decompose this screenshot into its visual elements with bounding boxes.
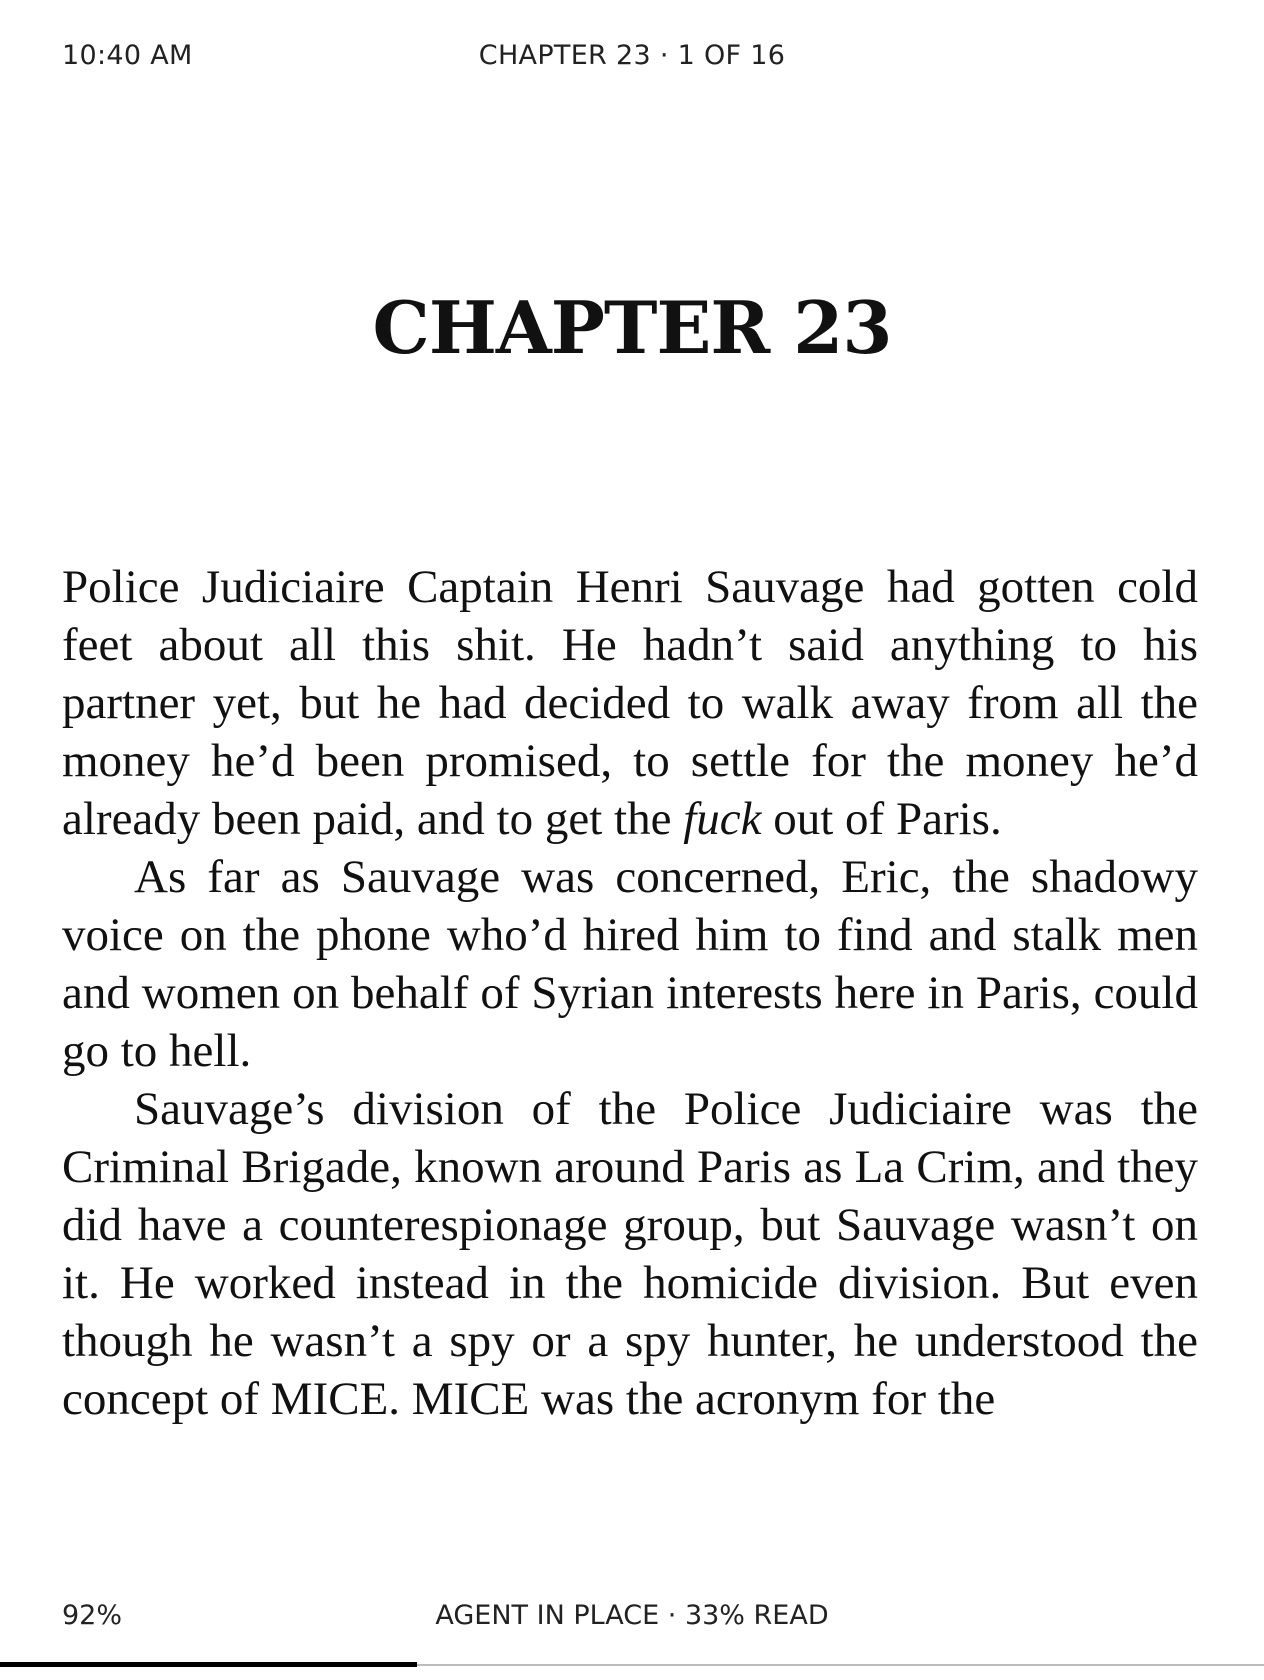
battery-level: 92% (62, 1600, 123, 1631)
chapter-title: CHAPTER 23 (372, 285, 892, 370)
status-bar (62, 40, 1202, 80)
reading-progress-fill (0, 1662, 417, 1667)
page-text[interactable] (62, 558, 1198, 1428)
paragraph-1-emphasis: fuck (683, 793, 762, 845)
paragraph-1-text-b: out of Paris. (761, 793, 1002, 845)
paragraph-3: Sauvage’s division of the Police Judiciaire was the Criminal Brigade, known around Paris as La Crim, and they did have a counterespionage group, but Sauvage wasn’t on it. He worked instead in the homicide division. But even though he wasn’t a spy or a spy hunter, he understood the concept of MICE. MICE was the acronym for the (62, 1083, 1198, 1425)
book-progress-label: AGENT IN PLACE · 33% READ (435, 1600, 829, 1631)
paragraph-2: As far as Sauvage was concerned, Eric, the shadowy voice on the phone who’d hired him to find and stalk men and women on behalf of Syrian interests here in Paris, could go to hell. (62, 851, 1198, 1077)
chapter-position: CHAPTER 23 · 1 OF 16 (478, 40, 786, 71)
clock-time: 10:40 AM (62, 40, 193, 71)
reading-progress-bar[interactable] (0, 1664, 1264, 1666)
footer-bar (62, 1600, 1202, 1640)
paragraph-1 (62, 558, 1198, 848)
paragraph-1-text-a: Police Judiciaire Captain Henri Sauvage had gotten cold feet about all this shit. He hadn’t said anything to his partner yet, but he had decided to walk away from all the money he’d been promised, to settle for the money he’d already been paid, and to get the (62, 561, 1198, 845)
